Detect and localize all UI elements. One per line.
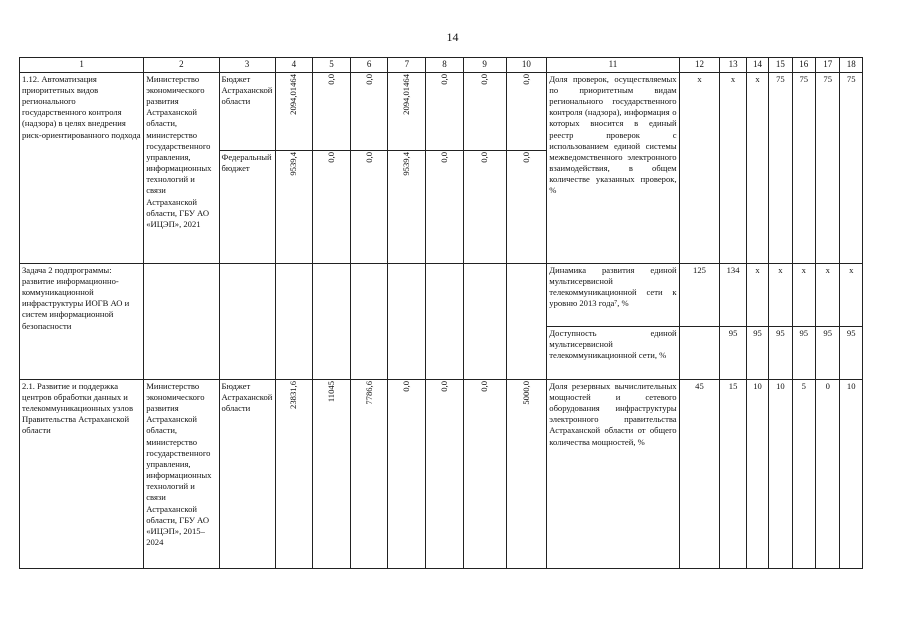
column-number-row [20,58,863,73]
col-num: 3 [219,58,275,73]
col-num: 7 [388,58,426,73]
funding-value: 5000,0 [506,379,547,568]
measure-name: 2.1. Развитие и поддержка центров обработки данных и телекоммуникационных узлов Правительства Астраханской области [20,379,144,568]
col-num: 11 [547,58,679,73]
indicator-value: x [840,263,863,326]
funding-value: 7786,6 [350,379,388,568]
indicator-value: 15 [720,379,746,568]
table-row [20,72,863,150]
funding-source: Бюджет Астраханской области [219,379,275,568]
col-num: 9 [463,58,506,73]
indicator-value: x [792,263,815,326]
col-num: 16 [792,58,815,73]
col-num: 10 [506,58,547,73]
indicator-value: 45 [679,379,720,568]
indicator-name: Доля проверок, осуществляемых по приоритетным видам регионального государственного контроля (надзора), информация о которых вносится в единый реестр проверок с использованием единой системы межведомственного электронного взаимодействия, в общем количестве указанных проверок, % [547,72,679,263]
indicator-value: 95 [840,326,863,379]
funding-value: 0,0 [463,379,506,568]
indicator-value: x [746,72,768,263]
funding-value: 0,0 [426,379,464,568]
funding-source: Федеральный бюджет [219,150,275,263]
funding-value: 9539,4 [388,150,426,263]
funding-value: 23831,6 [275,379,313,568]
indicator-value: 95 [746,326,768,379]
funding-value: 0,0 [388,379,426,568]
task-name: Задача 2 подпрограммы: развитие информационно-коммуникационной инфраструктуры ИОГВ АО и систем информационной безопасности [20,263,144,379]
indicator-value: 75 [769,72,792,263]
indicator-value: 95 [816,326,840,379]
page-number: 14 [446,30,459,44]
col-num: 17 [816,58,840,73]
funding-value: 0,0 [506,72,547,150]
col-num: 13 [720,58,746,73]
indicator-value: 5 [792,379,815,568]
executor: Министерство экономического развития Астраханской области, министерство государственного управления, информационных технологий и связи Астраханской области, ГБУ АО «ИЦЭП», 2021 [144,72,219,263]
measure-name: 1.12. Автоматизация приоритетных видов регионального государственного контроля (надзора) в целях внедрения риск-ориентированного подхода [20,72,144,263]
indicator-name: Доля резервных вычислительных мощностей и сетевого оборудования инфраструктуры электронного правительства Астраханской области от общего количества мощностей, % [547,379,679,568]
col-num: 2 [144,58,219,73]
col-num: 18 [840,58,863,73]
col-num: 14 [746,58,768,73]
indicator-value: x [679,72,720,263]
funding-value: 0,0 [350,150,388,263]
indicator-value: 75 [792,72,815,263]
funding-value: 0,0 [313,72,351,150]
indicator-name: Доступность единой мультисервисной телекоммуникационной сети, % [547,326,679,379]
funding-value: 0,0 [313,150,351,263]
funding-source: Бюджет Астраханской области [219,72,275,150]
program-table [19,57,863,569]
col-num: 6 [350,58,388,73]
indicator-name: Динамика развития единой мультисервисной телекоммуникационной сети к уровню 2013 года⁷, % [547,263,679,326]
indicator-value: 10 [769,379,792,568]
indicator-value: 125 [679,263,720,326]
funding-value: 9539,4 [275,150,313,263]
funding-value: 0,0 [426,72,464,150]
indicator-value: x [816,263,840,326]
col-num: 5 [313,58,351,73]
funding-value: 0,0 [426,150,464,263]
col-num: 12 [679,58,720,73]
indicator-value: 10 [746,379,768,568]
indicator-value: 95 [720,326,746,379]
indicator-value: 134 [720,263,746,326]
indicator-value: 95 [792,326,815,379]
funding-value: 11045 [313,379,351,568]
funding-value: 0,0 [463,72,506,150]
indicator-value: x [720,72,746,263]
indicator-value [679,326,720,379]
funding-value: 2094,01464 [388,72,426,150]
table-row [20,379,863,568]
indicator-value: 95 [769,326,792,379]
executor: Министерство экономического развития Астраханской области, министерство государственного управления, информационных технологий и связи Астраханской области, ГБУ АО «ИЦЭП», 2015–2024 [144,379,219,568]
col-num: 8 [426,58,464,73]
funding-value: 0,0 [463,150,506,263]
indicator-value: x [769,263,792,326]
col-num: 1 [20,58,144,73]
indicator-value: 75 [816,72,840,263]
table-row [20,263,863,326]
funding-value: 0,0 [350,72,388,150]
col-num: 4 [275,58,313,73]
funding-value: 2094,01464 [275,72,313,150]
indicator-value: x [746,263,768,326]
indicator-value: 10 [840,379,863,568]
indicator-value: 0 [816,379,840,568]
funding-value: 0,0 [506,150,547,263]
col-num: 15 [769,58,792,73]
indicator-value: 75 [840,72,863,263]
